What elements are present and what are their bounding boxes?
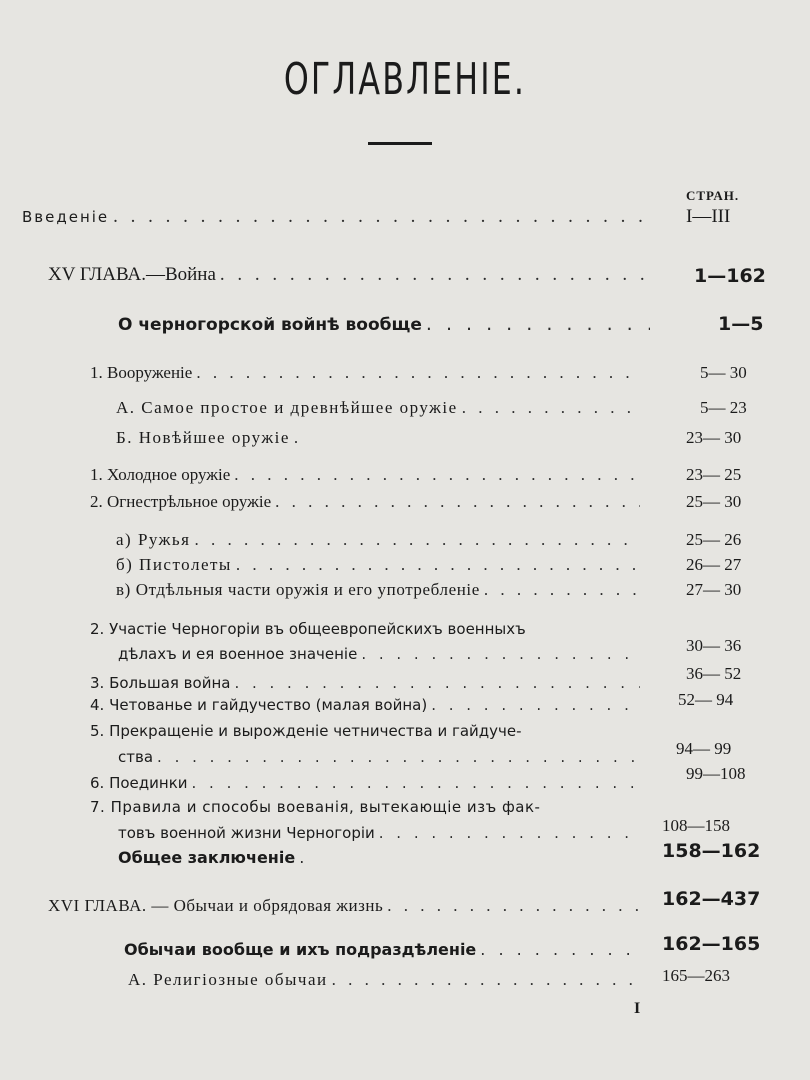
leader-dots [113,206,650,228]
title-rule [368,142,432,145]
leader-dots [379,824,640,842]
leader-dots [462,398,636,418]
leader-dots [426,313,650,335]
toc-entry [124,940,640,959]
toc-label: А. Самое простое и древнѣйшее оружіе [116,398,458,417]
toc-entry-chapter-16 [48,896,640,916]
leader-dots [294,428,306,448]
leader-dots [234,674,640,692]
toc-pages: 162—165 [662,933,761,955]
toc-label: в) Отдѣльныя части оружія и его употребленіе [116,580,480,599]
leader-dots [484,580,640,600]
page-title: ОГЛАВЛЕНІЕ. [283,54,527,105]
toc-label: Б. Новѣйшее оружіе [116,428,290,447]
toc-pages: 23— 30 [686,428,742,447]
toc-label-line1: 7. Правила и способы воеванія, вытекающіе изъ фак- [90,798,541,816]
toc-pages: 158—162 [662,840,761,862]
toc-label: 3. Большая война [90,674,231,692]
toc-entry [118,645,640,663]
toc-label: б) Пистолеты [116,555,232,574]
toc-entry [90,696,640,714]
leader-dots [299,848,313,867]
toc-entry [116,580,640,600]
toc-pages: 36— 52 [686,664,742,683]
toc-label: 4. Четованье и гайдучество (малая война) [90,696,428,714]
toc-entry [116,555,640,575]
toc-entry [90,465,640,485]
leader-dots [220,264,650,286]
toc-entry-chapter-15 [48,264,650,286]
toc-pages: 108—158 [662,816,730,835]
toc-entry [90,363,640,383]
leader-dots [480,940,640,959]
toc-pages: 5— 30 [700,363,747,382]
toc-pages: 99—108 [686,764,746,783]
toc-pages: 25— 30 [686,492,742,511]
toc-label: Общее заключеніе [118,848,296,867]
toc-pages: I—III [686,206,731,227]
toc-entry [90,674,640,692]
toc-pages: 30— 36 [686,636,742,655]
toc-label: а) Ружья [116,530,191,549]
toc-entry [118,824,640,842]
toc-label: ства [118,748,154,766]
toc-label-line1: 5. Прекращеніе и вырожденіе четничества и гайдуче- [90,722,522,740]
toc-label-line1: 2. Участіе Черногоріи въ общеевропейскихъ военныхъ [90,620,526,638]
leader-dots [361,645,640,663]
leader-dots [431,696,640,714]
toc-entry [118,848,328,867]
toc-entry-introduction [22,206,650,228]
toc-label: XV ГЛАВА.—Война [48,264,216,285]
toc-entry-section [118,313,650,335]
toc-label: Обычаи вообще и ихъ подраздѣленіе [124,940,477,959]
leader-dots [332,970,640,990]
toc-pages: 27— 30 [686,580,742,599]
toc-pages: 162—437 [662,888,761,910]
toc-entry [116,398,636,418]
leader-dots [387,896,640,916]
toc-label: 1. Вооруженіе [90,363,193,382]
pages-column-header: СТРАН. [686,188,740,203]
toc-label: XVI ГЛАВА. — Обычаи и обрядовая жизнь [48,896,384,915]
toc-pages: 1—5 [718,313,764,335]
toc-label: дѣлахъ и ея военное значеніе [118,645,358,663]
leader-dots [234,465,640,485]
toc-pages: 52— 94 [678,690,734,709]
toc-label: товъ военной жизни Черногоріи [118,824,375,842]
toc-entry [90,492,640,512]
leader-dots [236,555,640,575]
page-number: I [634,1000,641,1017]
toc-entry [118,748,640,766]
toc-entry [116,530,640,550]
toc-label: А. Религіозные обычаи [128,970,328,989]
leader-dots [196,363,640,383]
toc-pages: 1—162 [694,265,766,287]
toc-entry [128,970,640,990]
toc-pages: 165—263 [662,966,730,985]
toc-label: 6. Поединки [90,774,188,792]
leader-dots [192,774,641,792]
toc-entry [90,774,640,792]
toc-pages: 25— 26 [686,530,742,549]
toc-entry [116,428,636,448]
toc-pages: 94— 99 [676,739,732,758]
toc-label: О черногорской войнѣ вообще [118,315,422,335]
toc-label: 2. Огнестрѣльное оружіе [90,492,272,511]
toc-pages: 23— 25 [686,465,742,484]
toc-label: 1. Холодное оружіе [90,465,231,484]
toc-pages: 5— 23 [700,398,747,417]
leader-dots [157,748,640,766]
leader-dots [195,530,640,550]
leader-dots [275,492,640,512]
toc-pages: 26— 27 [686,555,742,574]
toc-label: Введеніе [22,208,110,226]
